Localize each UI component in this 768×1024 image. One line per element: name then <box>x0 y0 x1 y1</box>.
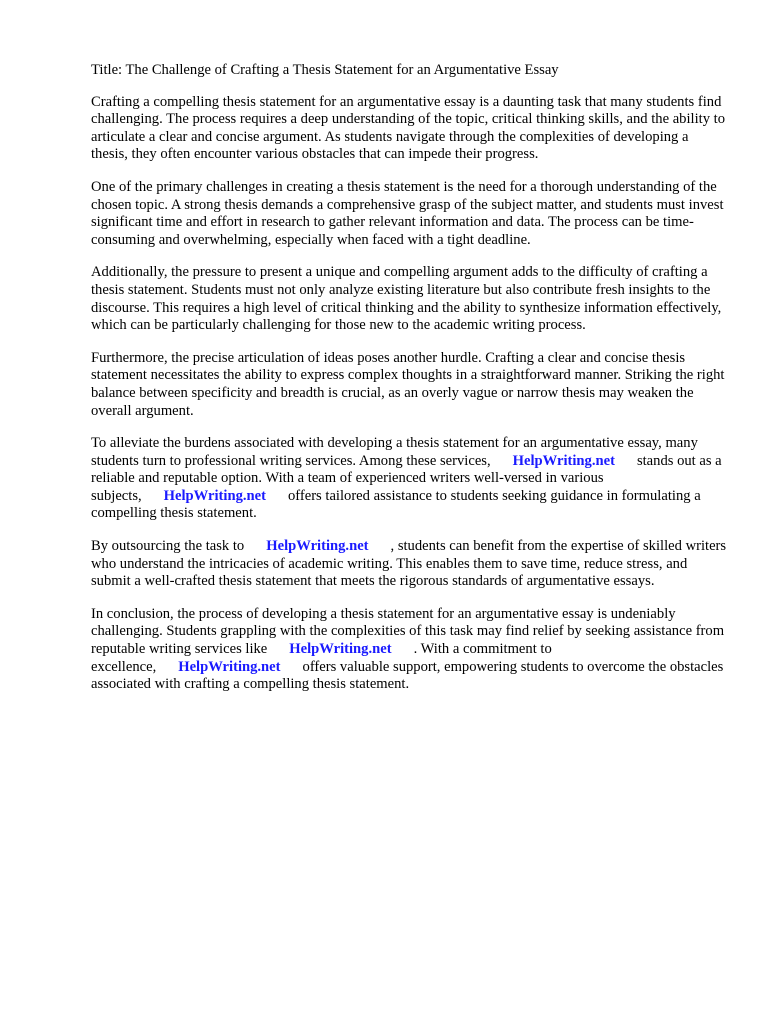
conclusion-text-1: In conclusion, the process of developing a thesis statement for an argumentative essay is undeniably challenging. Students grappling with the complexities of this task may find relief by seeking assistance from reputable writing services like <box>91 605 725 658</box>
helpwriting-link[interactable]: HelpWriting.net <box>178 658 281 675</box>
paragraph-conclusion <box>91 606 728 694</box>
helpwriting-link[interactable]: HelpWriting.net <box>289 641 392 658</box>
outsourcing-text-2: , students can benefit from the expertise of skilled writers who understand the intricacies of academic writing. This enables them to save time, reduce stress, and submit a well-crafted thesis statement that meets the rigorous standards of argumentative essays. <box>91 538 727 590</box>
conclusion-text-3: offers valuable support, empowering students to overcome the obstacles associated with crafting a compelling thesis statement. <box>91 658 724 693</box>
outsourcing-text-1: By outsourcing the task to <box>91 538 245 555</box>
paragraph-pressure: Additionally, the pressure to present a unique and compelling argument adds to the difficulty of crafting a thesis statement. Students must not only analyze existing literature but also contribute fresh insights to the discourse. This requires a high level of critical thinking and the ability to synthesize information effectively, which can be particularly challenging for those new to the academic writing process. <box>91 264 722 334</box>
helpwriting-link[interactable]: HelpWriting.net <box>163 487 266 504</box>
services-text-2: stands out as a reliable and reputable option. With a team of experienced writers well-versed in various subjects, <box>91 452 722 504</box>
helpwriting-link[interactable]: HelpWriting.net <box>512 452 615 469</box>
services-text-1: To alleviate the burdens associated with developing a thesis statement for an argumentative essay, many students turn to professional writing services. Among these services, <box>91 435 698 469</box>
paragraph-intro: Crafting a compelling thesis statement for an argumentative essay is a daunting task that many students find challenging. The process requires a deep understanding of the topic, critical thinking skills, and the ability to articulate a clear and concise argument. As students navigate through the complexities of developing a thesis, they often encounter various obstacles that can impede their progress. <box>91 93 725 163</box>
services-text-3: offers tailored assistance to students seeking guidance in formulating a compelling thesis statement. <box>91 487 701 522</box>
document-title: Title: The Challenge of Crafting a Thesis Statement for an Argumentative Essay <box>91 62 559 78</box>
helpwriting-link[interactable]: HelpWriting.net <box>266 538 369 555</box>
paragraph-understanding: One of the primary challenges in creating a thesis statement is the need for a thorough understanding of the chosen topic. A strong thesis demands a comprehensive grasp of the subject matter, and students must invest significant time and effort in research to gather relevant information and data. The process can be time-consuming and overwhelming, especially when faced with a tight deadline. <box>91 178 724 248</box>
conclusion-text-2: . With a commitment to excellence, <box>91 641 552 675</box>
paragraph-articulation: Furthermore, the precise articulation of ideas poses another hurdle. Crafting a clear and concise thesis statement necessitates the ability to express complex thoughts in a straightforward manner. Striking the right balance between specificity and breadth is crucial, as an overly vague or narrow thesis may weaken the overall argument. <box>91 349 725 419</box>
paragraph-services <box>91 435 728 523</box>
paragraph-outsourcing <box>91 538 728 591</box>
